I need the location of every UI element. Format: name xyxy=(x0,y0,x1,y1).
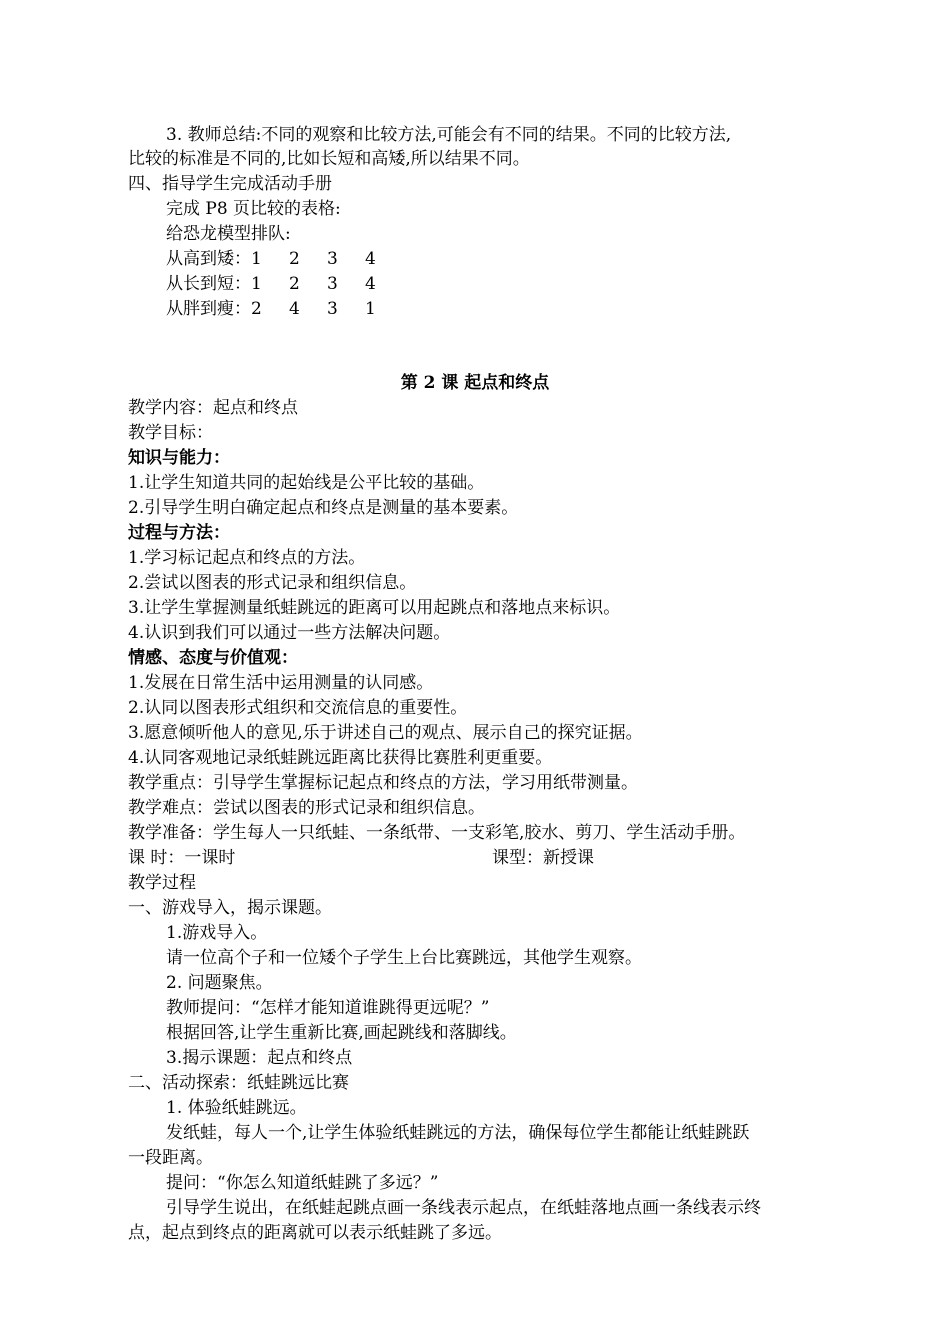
teaching-content: 教学内容：起点和终点 xyxy=(128,398,298,418)
step-1-2: 2. 问题聚焦。 xyxy=(166,973,273,993)
order-value: 4 xyxy=(365,274,376,294)
order-value: 2 xyxy=(251,299,262,319)
process-item: 3.让学生掌握测量纸蛙跳远的距离可以用起跳点和落地点来标识。 xyxy=(128,598,621,618)
emotion-item: 3.愿意倾听他人的意见,乐于讲述自己的观点、展示自己的探究证据。 xyxy=(128,723,643,743)
order-value: 4 xyxy=(289,299,300,319)
order-value: 1 xyxy=(251,249,262,269)
step-2-heading: 二、活动探索：纸蛙跳远比赛 xyxy=(128,1073,349,1093)
process-item: 2.尝试以图表的形式记录和组织信息。 xyxy=(128,573,417,593)
teaching-preparation: 教学准备：学生每人一只纸蛙、一条纸带、一支彩笔,胶水、剪刀、学生活动手册。 xyxy=(128,823,746,843)
emotion-heading: 情感、态度与价值观： xyxy=(128,648,298,668)
step-1-3: 3.揭示课题：起点和终点 xyxy=(166,1048,353,1068)
difficult-point: 教学难点：尝试以图表的形式记录和组织信息。 xyxy=(128,798,485,818)
queue-instruction: 给恐龙模型排队: xyxy=(166,224,291,244)
order-row-height xyxy=(166,247,403,271)
order-row-length xyxy=(166,272,403,296)
key-point: 教学重点：引导学生掌握标记起点和终点的方法，学习用纸带测量。 xyxy=(128,773,638,793)
step-1-2-answer: 根据回答,让学生重新比赛,画起跳线和落脚线。 xyxy=(166,1023,517,1043)
emotion-item: 1.发展在日常生活中运用测量的认同感。 xyxy=(128,673,434,693)
lesson-title: 第 2 课 起点和终点 xyxy=(400,373,550,393)
class-hours: 课 时：一课时 xyxy=(128,848,236,868)
step-1-1-text: 请一位高个子和一位矮个子学生上台比赛跳远，其他学生观察。 xyxy=(166,948,642,968)
step-2-1: 1. 体验纸蛙跳远。 xyxy=(166,1098,307,1118)
teaching-goal-label: 教学目标： xyxy=(128,423,213,443)
step-2-1-line-2: 一段距离。 xyxy=(128,1148,213,1168)
step-2-question: 提问：“你怎么知道纸蛙跳了多远？” xyxy=(166,1173,439,1193)
section-4-heading: 四、指导学生完成活动手册 xyxy=(128,174,332,194)
order-value: 2 xyxy=(289,274,300,294)
order-row-label: 从高到矮： xyxy=(166,249,251,269)
process-item: 1.学习标记起点和终点的方法。 xyxy=(128,548,366,568)
class-type: 课型：新授课 xyxy=(492,848,594,868)
order-value: 3 xyxy=(327,299,338,319)
order-value: 1 xyxy=(251,274,262,294)
step-1-heading: 一、游戏导入，揭示课题。 xyxy=(128,898,332,918)
order-value: 1 xyxy=(365,299,376,319)
knowledge-item: 1.让学生知道共同的起始线是公平比较的基础。 xyxy=(128,473,485,493)
p8-instruction: 完成 P8 页比较的表格: xyxy=(166,199,341,219)
order-value: 4 xyxy=(365,249,376,269)
process-item: 4.认识到我们可以通过一些方法解决问题。 xyxy=(128,623,451,643)
step-1-1: 1.游戏导入。 xyxy=(166,923,268,943)
order-value: 2 xyxy=(289,249,300,269)
step-2-1-line-1: 发纸蛙，每人一个,让学生体验纸蛙跳远的方法，确保每位学生都能让纸蛙跳跃 xyxy=(166,1123,750,1143)
teaching-process-title: 教学过程 xyxy=(128,873,196,893)
order-row-label: 从胖到瘦： xyxy=(166,299,251,319)
emotion-item: 4.认同客观地记录纸蛙跳远距离比获得比赛胜利更重要。 xyxy=(128,748,553,768)
step-1-2-question: 教师提问：“怎样才能知道谁跳得更远呢？” xyxy=(166,998,490,1018)
process-heading: 过程与方法： xyxy=(128,523,230,543)
summary-line-1: 3. 教师总结:不同的观察和比较方法,可能会有不同的结果。不同的比较方法, xyxy=(166,125,732,145)
summary-line-2: 比较的标准是不同的,比如长短和高矮,所以结果不同。 xyxy=(128,149,530,169)
emotion-item: 2.认同以图表形式组织和交流信息的重要性。 xyxy=(128,698,468,718)
order-row-width xyxy=(166,297,403,321)
order-row-label: 从长到短： xyxy=(166,274,251,294)
order-value: 3 xyxy=(327,274,338,294)
step-2-guide-line-2: 点，起点到终点的距离就可以表示纸蛙跳了多远。 xyxy=(128,1223,502,1243)
knowledge-heading: 知识与能力： xyxy=(128,448,230,468)
order-value: 3 xyxy=(327,249,338,269)
step-2-guide-line-1: 引导学生说出，在纸蛙起跳点画一条线表示起点，在纸蛙落地点画一条线表示终 xyxy=(166,1198,761,1218)
knowledge-item: 2.引导学生明白确定起点和终点是测量的基本要素。 xyxy=(128,498,519,518)
